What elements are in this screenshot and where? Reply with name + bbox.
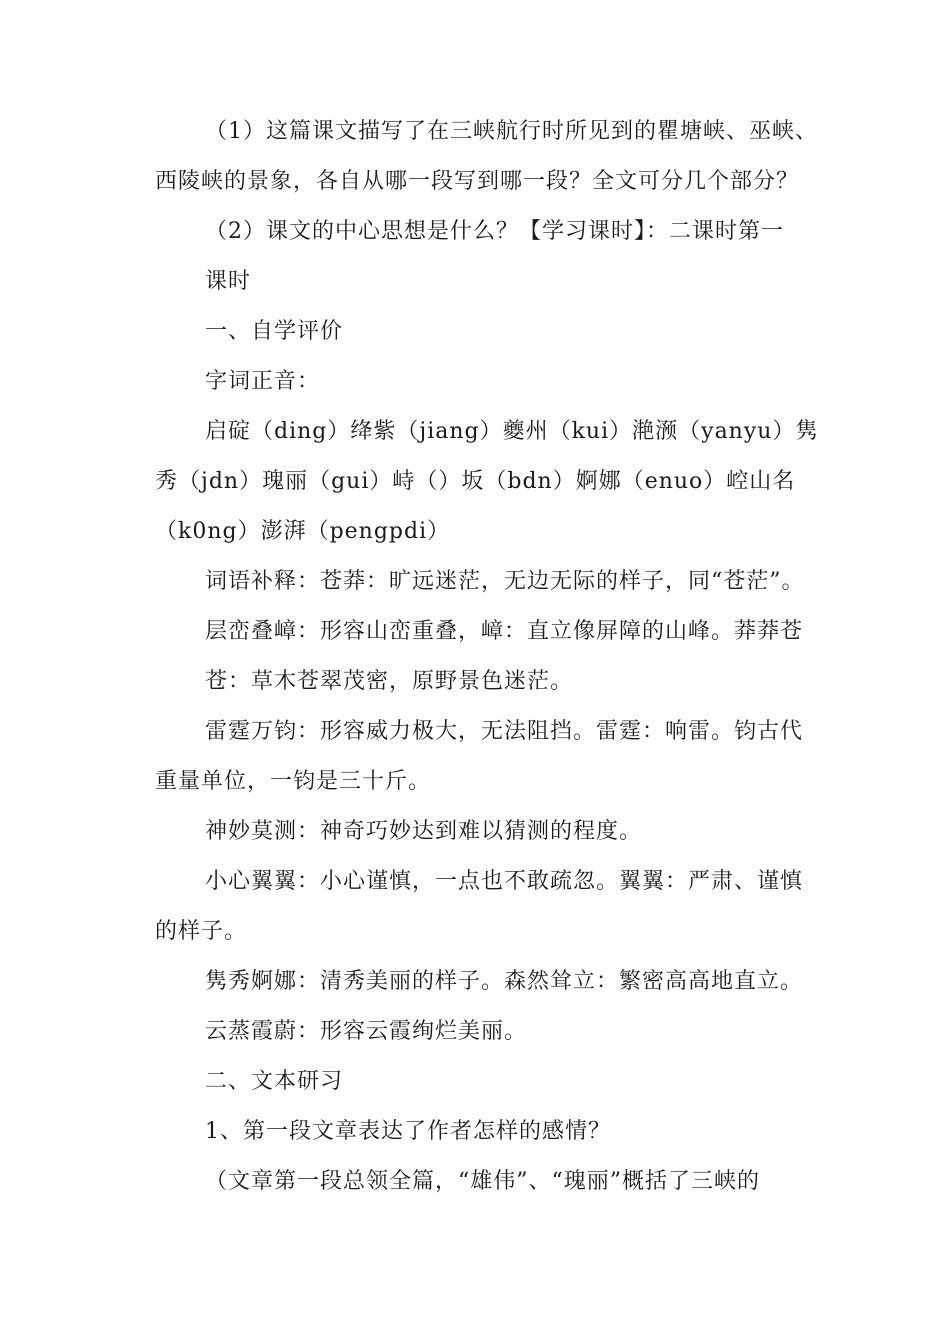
text-line: 字词正音：	[205, 369, 321, 394]
section-heading: 二、文本研习	[205, 1069, 344, 1094]
text-line: 秀（jdn）瑰丽（gui）峙（）坂（bdn）婀娜（enuo）崆山名	[155, 469, 796, 494]
text-line: （1）这篇课文描写了在三峡航行时所见到的瞿塘峡、巫峡、	[205, 119, 818, 144]
text-line: 课时	[205, 269, 252, 294]
section-heading: 一、自学评价	[205, 319, 344, 344]
text-line: 隽秀婀娜：清秀美丽的样子。森然耸立：繁密高高地直立。	[205, 969, 804, 994]
text-line: 西陵峡的景象，各自从哪一段写到哪一段？全文可分几个部分？	[155, 169, 800, 194]
text-line: （k0ng）澎湃（pengpdi）	[155, 519, 451, 544]
text-line: 苍：草木苍翠茂密，原野景色迷茫。	[205, 669, 574, 694]
text-line: 重量单位，一钧是三十斤。	[155, 769, 432, 794]
text-line: 1、第一段文章表达了作者怎样的感情？	[205, 1119, 611, 1144]
text-line: 小心翼翼：小心谨慎，一点也不敢疏忽。翼翼：严肃、谨慎	[205, 869, 804, 894]
text-line: 雷霆万钧：形容威力极大，无法阻挡。雷霆：响雷。钧古代	[205, 719, 804, 744]
text-line: （文章第一段总领全篇，“雄伟”、“瑰丽”概括了三峡的	[205, 1169, 760, 1194]
text-line: （2）课文的中心思想是什么？【学习课时】：二课时第一	[205, 219, 784, 244]
text-line: 云蒸霞蔚：形容云霞绚烂美丽。	[205, 1019, 528, 1044]
text-line: 层峦叠嶂：形容山峦重叠，嶂：直立像屏障的山峰。莽莽苍	[205, 619, 804, 644]
text-line: 神妙莫测：神奇巧妙达到难以猜测的程度。	[205, 819, 643, 844]
text-line: 的样子。	[155, 919, 248, 944]
text-line: 启碇（ding）绛紫（jiang）夔州（kui）滟滪（yanyu）隽	[205, 419, 819, 444]
text-line: 词语补释：苍莽：旷远迷茫，无边无际的样子，同“苍茫”。	[205, 569, 805, 594]
